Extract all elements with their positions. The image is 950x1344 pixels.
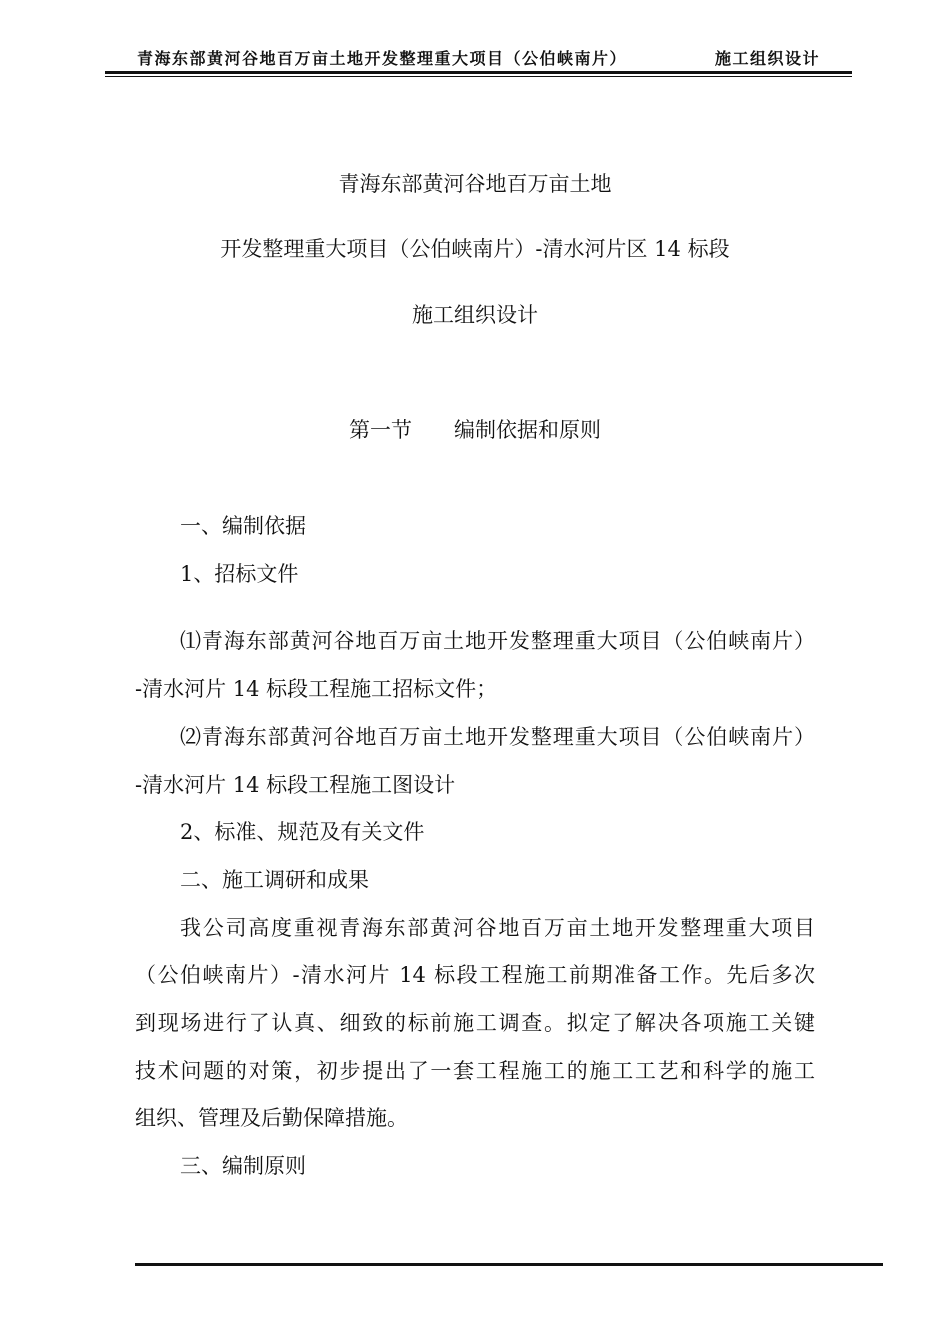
paragraph-line-4: 技术问题的对策，初步提出了一套工程施工的施工工艺和科学的施工 [135, 1059, 815, 1083]
header-doc-type: 施工组织设计 [714, 49, 820, 68]
paragraph-line-1: 我公司高度重视青海东部黄河谷地百万亩土地开发整理重大项目 [180, 916, 815, 940]
heading-tender-documents: 1、招标文件 [180, 562, 299, 586]
heading-investigation: 二、施工调研和成果 [180, 868, 369, 892]
paragraph-line-2: （公伯峡南片）-清水河片 14 标段工程施工前期准备工作。先后多次 [135, 963, 815, 987]
title-line-3: 施工组织设计 [412, 303, 538, 327]
paragraph-line-3: 到现场进行了认真、细致的标前施工调查。拟定了解决各项施工关键 [135, 1011, 815, 1035]
item-2-line-1: ⑵青海东部黄河谷地百万亩土地开发整理重大项目（公伯峡南片） [180, 725, 815, 749]
heading-compilation-basis: 一、编制依据 [180, 514, 306, 538]
header-rule-thin [105, 76, 852, 77]
header-project-title: 青海东部黄河谷地百万亩土地开发整理重大项目（公伯峡南片） [137, 49, 628, 68]
item-2-line-2: -清水河片 14 标段工程施工图设计 [135, 773, 456, 797]
section-heading: 第一节 编制依据和原则 [349, 418, 601, 442]
footer-rule [135, 1263, 883, 1266]
title-line-2: 开发整理重大项目（公伯峡南片）-清水河片区 14 标段 [220, 237, 730, 261]
running-header [105, 42, 852, 72]
item-1-line-2: -清水河片 14 标段工程施工招标文件； [135, 677, 498, 701]
paragraph-line-5: 组织、管理及后勤保障措施。 [135, 1106, 408, 1130]
item-1-line-1: ⑴青海东部黄河谷地百万亩土地开发整理重大项目（公伯峡南片） [180, 629, 815, 653]
header-rule-thick [105, 71, 852, 74]
heading-compilation-principles: 三、编制原则 [180, 1154, 306, 1178]
heading-standards: 2、标准、规范及有关文件 [180, 820, 425, 844]
title-line-1: 青海东部黄河谷地百万亩土地 [338, 172, 612, 196]
